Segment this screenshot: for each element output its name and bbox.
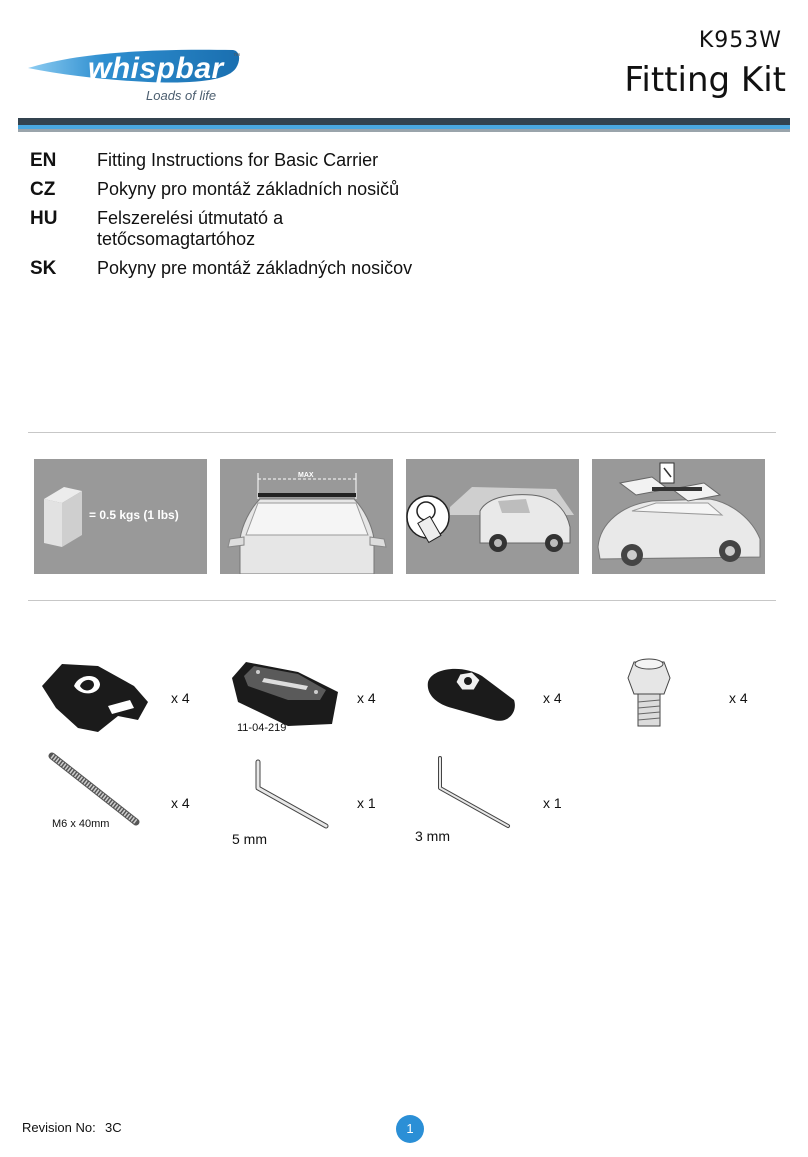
part-size-label: 5 mm [232,831,267,847]
max-load-panel [220,459,393,574]
part-qty: x 1 [543,795,562,811]
brand-wordmark: whispbar [88,52,224,85]
header-divider-bar [18,118,790,132]
section-divider [28,600,776,601]
language-title: Fitting Instructions for Basic Carrier [97,150,379,170]
hex-key-3mm-icon [432,754,514,830]
max-label: MAX [298,472,314,479]
revision-label: Revision No: [22,1120,96,1135]
language-row-sk [30,258,477,280]
language-row-hu [30,208,357,250]
part-qty: x 4 [357,690,376,706]
hex-key-5mm-icon [246,758,332,832]
part-qty: x 4 [171,795,190,811]
measure-panel [406,459,579,574]
weight-label: = 0.5 kgs (1 lbs) [89,508,179,522]
part-qty: x 4 [543,690,562,706]
section-divider [28,432,776,433]
language-title: Pokyny pro montáž základních nosičů [97,179,400,199]
part-qty: x 4 [171,690,190,706]
part-size-label: 3 mm [415,828,450,844]
kit-title: Fitting Kit [624,60,786,100]
foot-pad-icon [38,656,158,736]
language-row-en [30,150,477,172]
clamp-base-icon [228,652,346,732]
language-row-cz [30,179,477,201]
nut-plate-icon [422,662,522,728]
part-size-label: M6 x 40mm [52,818,110,830]
language-code: HU [30,208,58,229]
part-qty: x 4 [729,690,748,706]
brand-tagline: Loads of life [146,88,217,103]
language-title: Pokyny pre montáž základných nosičov [97,258,413,278]
weight-panel [34,459,207,574]
car-front-illustration [220,459,393,574]
language-title: Felszerelési útmutató a tetőcsomagtartóhoz [97,208,284,249]
kit-code: K953W [698,28,782,53]
roof-load-panel [592,459,765,574]
trademark-symbol: ™ [233,53,240,60]
car-roof-load-illustration [592,459,765,574]
bolt-nut-icon [624,656,674,732]
page-number: 1 [396,1115,424,1143]
language-code: CZ [30,179,56,200]
part-number-label: 11-04-219 [237,722,287,734]
language-code: SK [30,258,57,279]
part-qty: x 1 [357,795,376,811]
tape-measure-illustration [406,459,579,574]
threaded-rod-icon [46,752,142,828]
revision-value: 3C [105,1120,122,1135]
language-code: EN [30,150,57,171]
